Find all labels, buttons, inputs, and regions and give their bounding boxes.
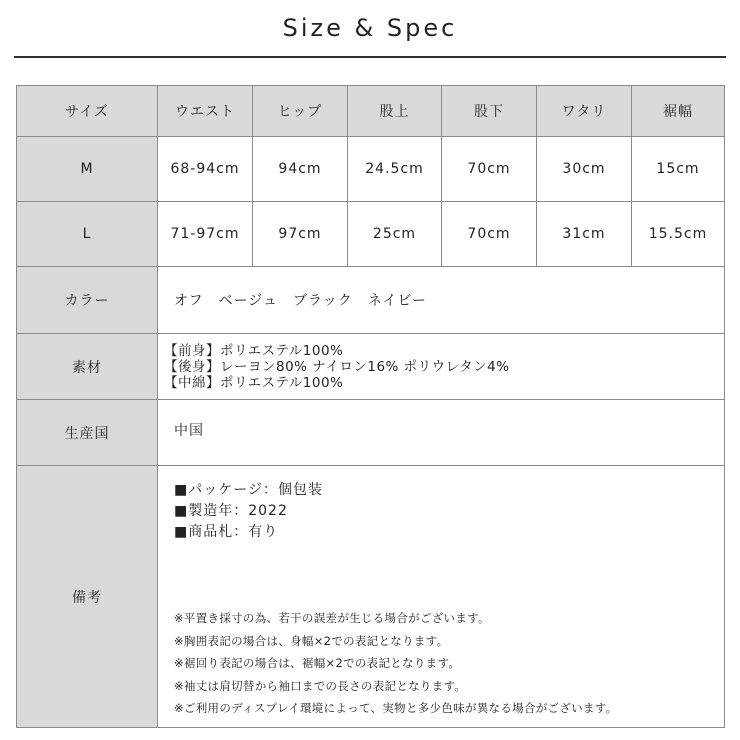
material-label: 素材 <box>17 334 158 400</box>
notes-value <box>158 466 724 727</box>
note-year: ■製造年：2022 <box>174 503 288 519</box>
spec-table <box>16 85 725 728</box>
l-inseam: 70cm <box>442 202 537 267</box>
origin-value: 中国 <box>158 400 724 466</box>
page-title: Size & Spec <box>282 14 458 42</box>
header-hem-width: 裾幅 <box>632 86 724 137</box>
size-label-l: L <box>17 202 158 267</box>
material-back: 【後身】レーヨン80% ナイロン16% ポリウレタン4% <box>164 358 510 375</box>
l-hem-width: 15.5cm <box>632 202 724 267</box>
m-waist: 68-94cm <box>158 137 253 202</box>
remark-4: ※袖丈は肩切替から袖口までの長さの表記となります。 <box>174 678 467 693</box>
l-thigh: 31cm <box>537 202 632 267</box>
remark-1: ※平置き採寸の為、若干の誤差が生じる場合がございます。 <box>174 611 490 625</box>
size-label-m: M <box>17 137 158 202</box>
header-hip: ヒップ <box>253 86 348 137</box>
l-hip: 97cm <box>253 202 348 267</box>
m-hem-width: 15cm <box>632 137 724 202</box>
notes-items <box>174 480 323 543</box>
notes-label: 備考 <box>17 466 158 727</box>
origin-label: 生産国 <box>17 400 158 466</box>
notes-remarks <box>174 607 617 720</box>
l-rise: 25cm <box>348 202 442 267</box>
header-rise: 股上 <box>348 86 442 137</box>
material-padding: 【中綿】ポリエステル100% <box>164 374 344 391</box>
header-size: サイズ <box>17 86 158 137</box>
remark-5: ※ご利用のディスプレイ環境によって、実物と多少色味が異なる場合がございます。 <box>174 701 618 715</box>
header-thigh: ワタリ <box>537 86 632 137</box>
color-value: オフ ベージュ ブラック ネイビー <box>158 267 724 334</box>
material-value <box>158 334 724 400</box>
m-thigh: 30cm <box>537 137 632 202</box>
m-rise: 24.5cm <box>348 137 442 202</box>
remark-3: ※裾回り表記の場合は、裾幅×2での表記となります。 <box>174 656 461 670</box>
note-tag: ■商品札：有り <box>174 524 279 540</box>
m-hip: 94cm <box>253 137 348 202</box>
header-inseam: 股下 <box>442 86 537 137</box>
m-inseam: 70cm <box>442 137 537 202</box>
color-label: カラー <box>17 267 158 334</box>
material-front: 【前身】ポリエステル100% <box>164 342 344 359</box>
remark-2: ※胸囲表記の場合は、身幅×2での表記となります。 <box>174 633 449 648</box>
header-waist: ウエスト <box>158 86 253 137</box>
note-package: ■パッケージ：個包装 <box>174 482 323 498</box>
l-waist: 71-97cm <box>158 202 253 267</box>
title-divider <box>14 56 726 58</box>
